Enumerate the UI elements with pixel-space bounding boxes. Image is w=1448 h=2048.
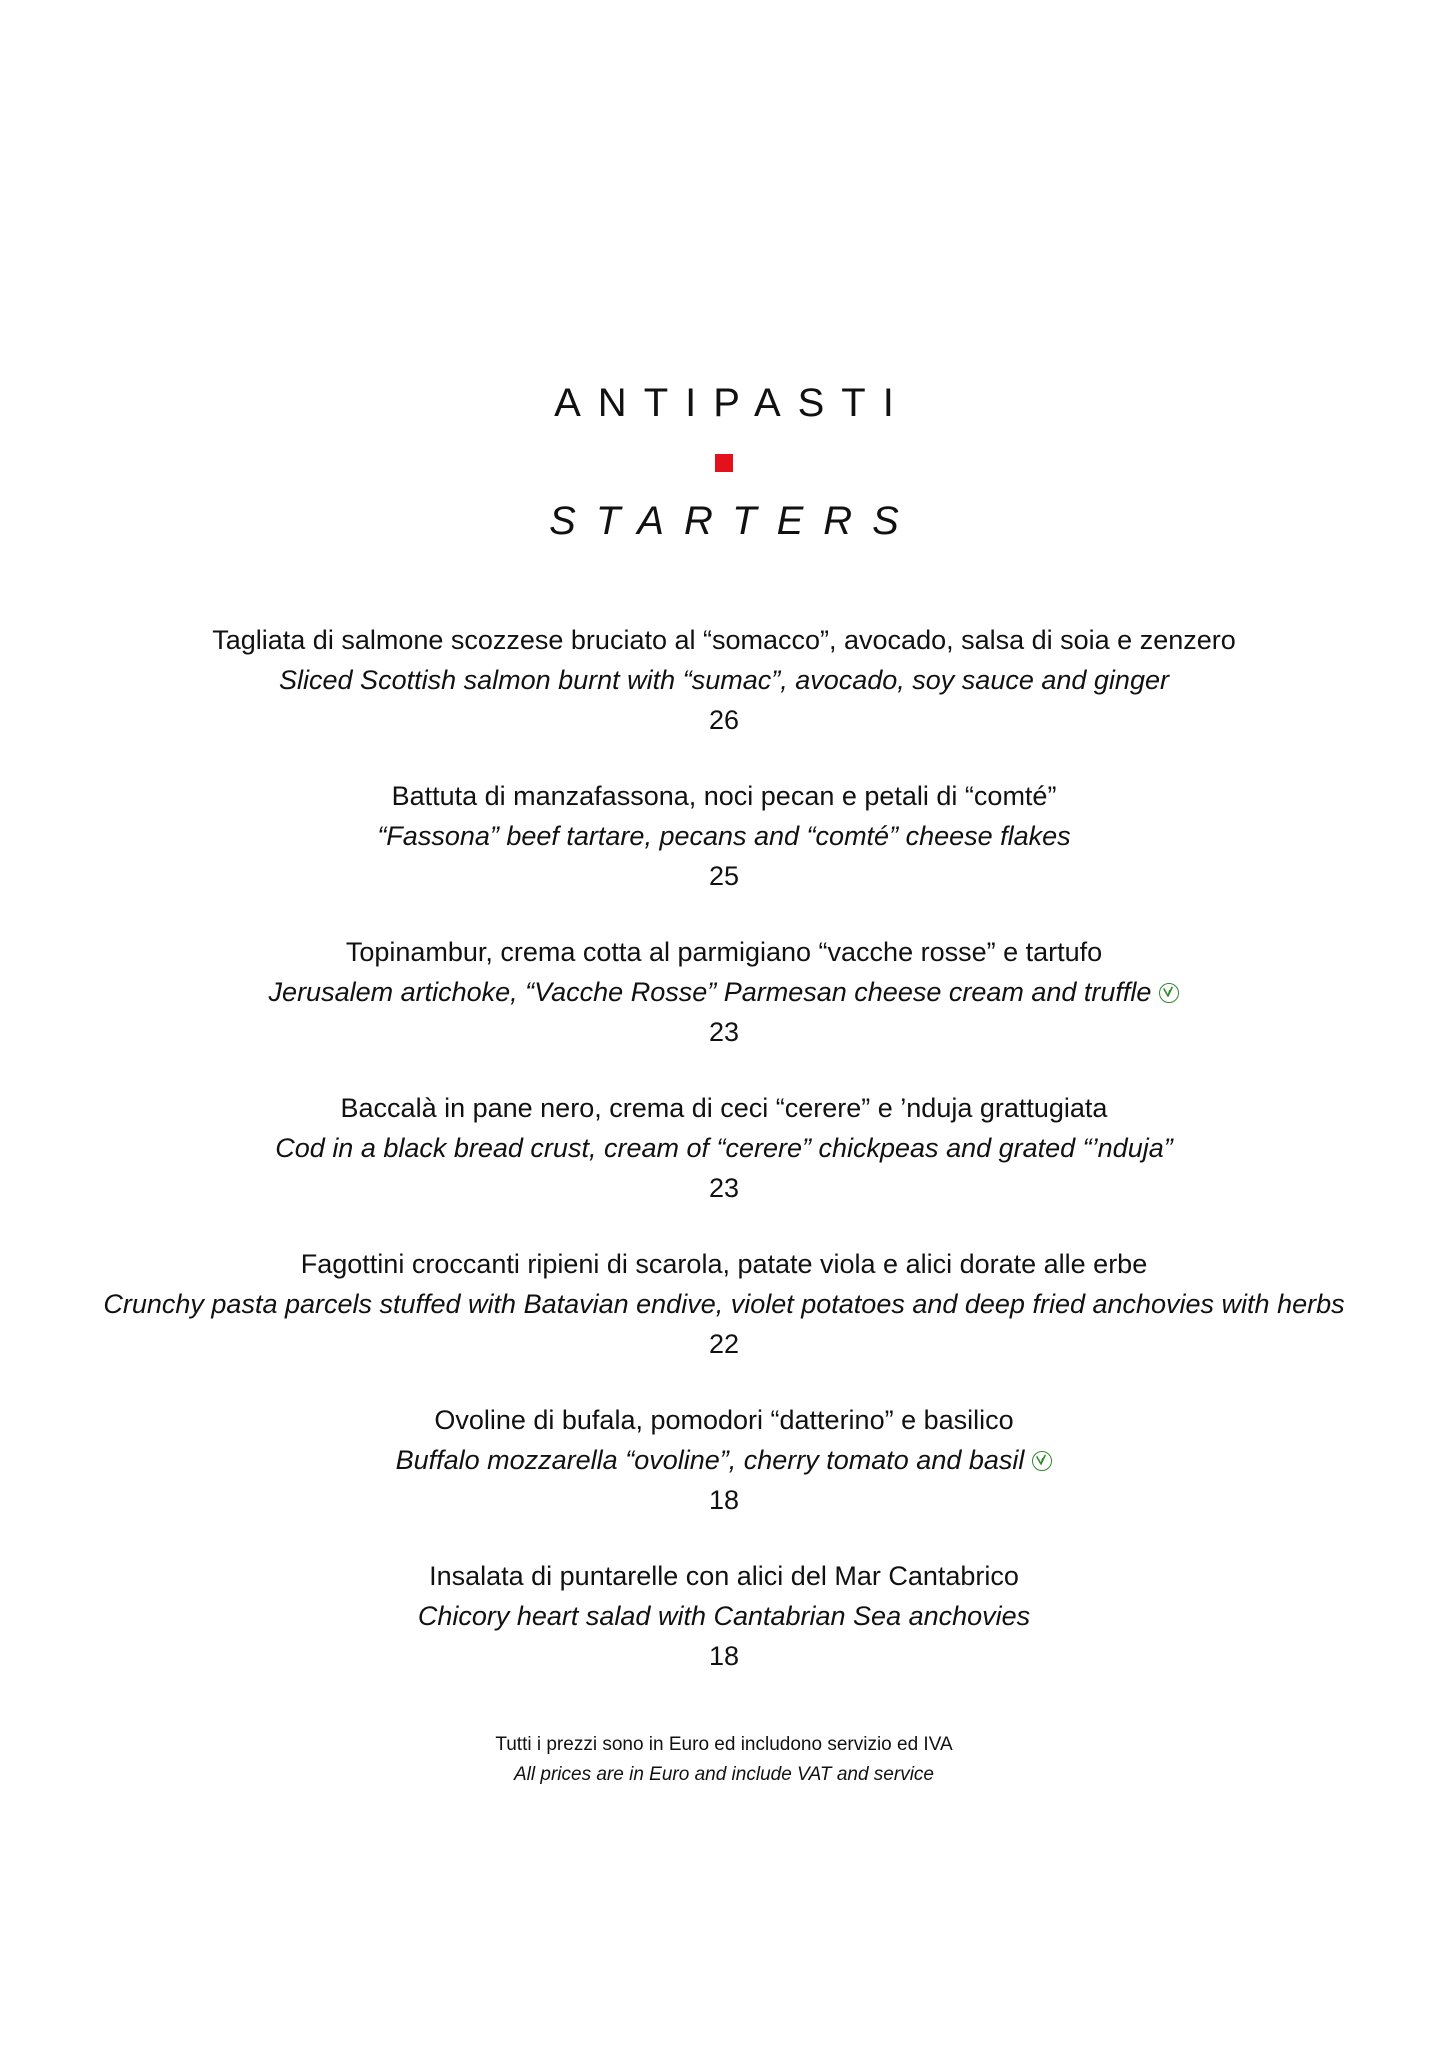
dish-price: 18 bbox=[708, 1641, 740, 1671]
vegetarian-icon bbox=[1032, 1451, 1052, 1471]
dish-description-english bbox=[0, 1596, 1448, 1636]
dish-name-italian: Topinambur, crema cotta al parmigiano “vacche rosse” e tartufo bbox=[345, 937, 1103, 967]
dish-description-english bbox=[0, 1284, 1448, 1324]
dish-name-italian: Ovoline di bufala, pomodori “datterino” e basilico bbox=[434, 1405, 1014, 1435]
dish-name-italian: Baccalà in pane nero, crema di ceci “cerere” e ’nduja grattugiata bbox=[340, 1093, 1108, 1123]
dish-name-english: Sliced Scottish salmon burnt with “sumac”, avocado, soy sauce and ginger bbox=[279, 665, 1169, 695]
menu-header bbox=[0, 376, 1448, 548]
price-note-english: All prices are in Euro and include VAT and service bbox=[514, 1764, 934, 1785]
dish-description-english bbox=[0, 660, 1448, 700]
dish-name-italian: Insalata di puntarelle con alici del Mar Cantabrico bbox=[429, 1561, 1019, 1591]
dish-price: 26 bbox=[708, 705, 740, 735]
dish-item bbox=[0, 776, 1448, 896]
dish-list bbox=[0, 620, 1448, 1712]
dish-price: 22 bbox=[708, 1329, 740, 1359]
red-square-icon bbox=[715, 454, 733, 472]
dish-description-english bbox=[0, 816, 1448, 856]
price-note bbox=[0, 1730, 1448, 1790]
dish-name-english: Crunchy pasta parcels stuffed with Batavian endive, violet potatoes and deep fried anchovies with herbs bbox=[103, 1289, 1345, 1319]
dish-item bbox=[0, 1244, 1448, 1364]
dish-price: 23 bbox=[708, 1017, 740, 1047]
dish-name-english: “Fassona” beef tartare, pecans and “comté” cheese flakes bbox=[377, 821, 1071, 851]
dish-price: 23 bbox=[708, 1173, 740, 1203]
dish-item bbox=[0, 932, 1448, 1052]
dish-price: 25 bbox=[708, 861, 740, 891]
dish-item bbox=[0, 1556, 1448, 1676]
dish-name-english: Jerusalem artichoke, “Vacche Rosse” Parmesan cheese cream and truffle bbox=[268, 977, 1152, 1007]
price-note-italian: Tutti i prezzi sono in Euro ed includono servizio ed IVA bbox=[495, 1734, 953, 1755]
dish-item bbox=[0, 620, 1448, 740]
dish-description-english bbox=[0, 972, 1448, 1012]
dish-description-english bbox=[0, 1128, 1448, 1168]
dish-item bbox=[0, 1088, 1448, 1208]
dish-name-italian: Tagliata di salmone scozzese bruciato al “somacco”, avocado, salsa di soia e zenzero bbox=[212, 625, 1236, 655]
dish-item bbox=[0, 1400, 1448, 1520]
vegetarian-icon bbox=[1159, 983, 1179, 1003]
section-title-italian: ANTIPASTI bbox=[554, 381, 911, 425]
dish-name-italian: Battuta di manzafassona, noci pecan e petali di “comté” bbox=[391, 781, 1057, 811]
dish-name-english: Cod in a black bread crust, cream of “cerere” chickpeas and grated “’nduja” bbox=[275, 1133, 1173, 1163]
dish-name-english: Chicory heart salad with Cantabrian Sea anchovies bbox=[417, 1601, 1031, 1631]
dish-name-english: Buffalo mozzarella “ovoline”, cherry tomato and basil bbox=[395, 1445, 1025, 1475]
dish-description-english bbox=[0, 1440, 1448, 1480]
section-title-english: STARTERS bbox=[549, 499, 919, 543]
dish-name-italian: Fagottini croccanti ripieni di scarola, patate viola e alici dorate alle erbe bbox=[300, 1249, 1148, 1279]
dish-price: 18 bbox=[708, 1485, 740, 1515]
